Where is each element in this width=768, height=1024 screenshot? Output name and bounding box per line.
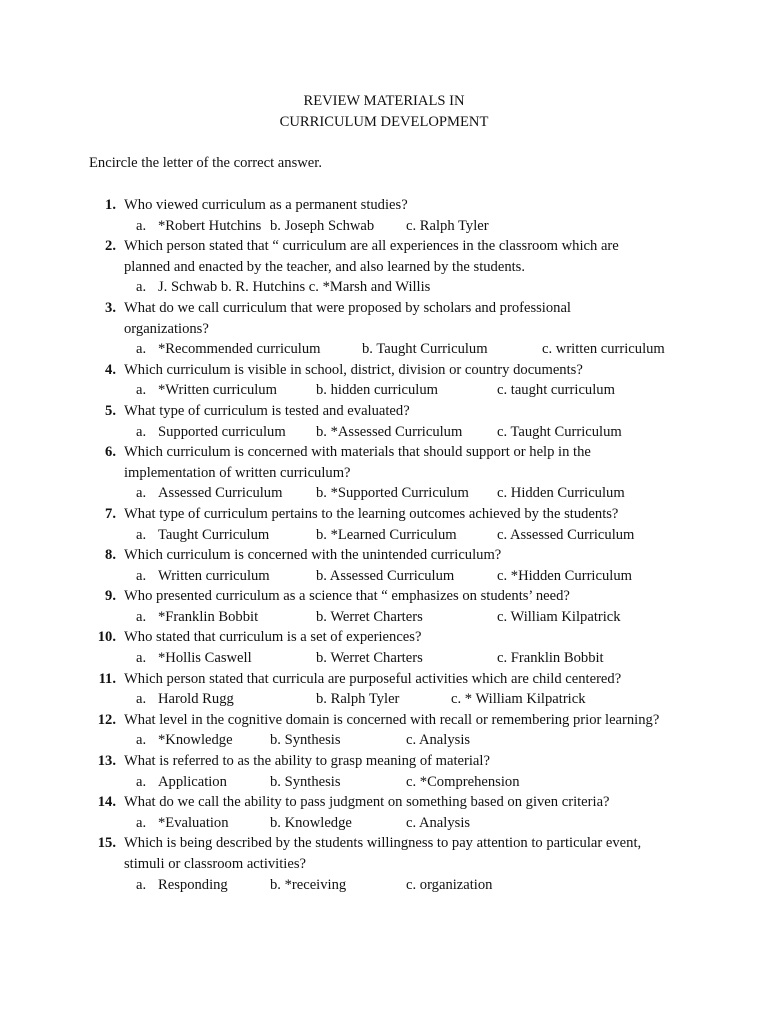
title-line-1: REVIEW MATERIALS IN <box>303 93 465 109</box>
answer-options <box>0 875 768 896</box>
option-letter[interactable]: a. <box>136 773 147 790</box>
question-text: Who viewed curriculum as a permanent studies? <box>124 197 408 213</box>
question-number: 14. <box>97 794 116 811</box>
option-letter[interactable]: a. <box>136 567 147 584</box>
question-number: 1. <box>105 197 116 213</box>
answer-option[interactable]: b. *receiving <box>270 876 347 893</box>
question-line <box>0 236 768 257</box>
question-text: Which curriculum is visible in school, district, division or country documents? <box>124 361 583 378</box>
answer-option[interactable]: b. *Learned Curriculum <box>316 526 457 543</box>
question-item <box>0 627 768 668</box>
question-item <box>0 195 768 236</box>
question-line <box>0 710 768 731</box>
answer-option[interactable]: c. Ralph Tyler <box>406 217 489 234</box>
question-line <box>0 751 768 772</box>
question-number: 12. <box>97 711 116 728</box>
question-item <box>0 586 768 627</box>
question-number: 5. <box>105 402 116 419</box>
option-text[interactable]: Assessed Curriculum <box>158 485 283 502</box>
answer-option[interactable]: c. written curriculum <box>542 341 665 358</box>
question-line <box>0 627 768 648</box>
option-letter[interactable]: a. <box>136 279 147 296</box>
answer-option[interactable]: b. Ralph Tyler <box>316 691 400 708</box>
option-letter[interactable]: a. <box>136 217 147 234</box>
question-text: Which curriculum is concerned with the unintended curriculum? <box>124 547 502 564</box>
question-number: 2. <box>105 238 116 255</box>
option-letter[interactable]: a. <box>136 650 147 667</box>
option-text[interactable]: *Recommended curriculum <box>158 341 321 358</box>
option-text[interactable]: *Hollis Caswell <box>158 650 252 667</box>
option-letter[interactable]: a. <box>136 608 147 625</box>
answer-option[interactable]: b. Werret Charters <box>316 650 423 667</box>
answer-option[interactable]: b. Synthesis <box>270 732 341 749</box>
option-text[interactable]: Application <box>158 773 227 790</box>
answer-option[interactable]: c. Assessed Curriculum <box>497 526 635 543</box>
question-text: organizations? <box>124 320 209 337</box>
answer-option[interactable]: b. Knowledge <box>270 814 352 831</box>
question-number: 10. <box>97 629 116 646</box>
question-continuation-line <box>0 854 768 875</box>
question-text: What type of curriculum is tested and evaluated? <box>124 402 410 419</box>
title-line-2: CURRICULUM DEVELOPMENT <box>279 114 489 130</box>
option-text[interactable]: J. Schwab b. R. Hutchins c. *Marsh and Willis <box>158 279 431 296</box>
answer-option[interactable]: b. Assessed Curriculum <box>316 567 455 584</box>
question-item <box>0 833 768 895</box>
answer-option[interactable]: c. Analysis <box>406 732 471 749</box>
answer-options <box>0 566 768 587</box>
option-text[interactable]: Harold Rugg <box>158 691 234 708</box>
option-text[interactable]: *Written curriculum <box>158 382 277 399</box>
option-text[interactable]: Written curriculum <box>158 567 270 584</box>
answer-options <box>0 689 768 710</box>
answer-option[interactable]: c. Hidden Curriculum <box>497 485 625 502</box>
option-text[interactable]: *Franklin Bobbit <box>158 608 259 625</box>
question-item <box>0 669 768 710</box>
option-letter[interactable]: a. <box>136 691 147 708</box>
question-item <box>0 401 768 442</box>
answer-option[interactable]: b. *Assessed Curriculum <box>316 423 463 440</box>
question-number: 13. <box>97 753 116 770</box>
answer-options <box>0 216 768 237</box>
answer-option[interactable]: b. Werret Charters <box>316 608 423 625</box>
question-number: 6. <box>105 444 116 461</box>
option-letter[interactable]: a. <box>136 814 147 831</box>
option-text[interactable]: Taught Curriculum <box>158 526 270 543</box>
option-letter[interactable]: a. <box>136 732 147 749</box>
option-letter[interactable]: a. <box>136 382 147 399</box>
answer-option[interactable]: c. taught curriculum <box>497 382 615 399</box>
question-text: Which person stated that curricula are purposeful activities which are child centered? <box>124 670 622 687</box>
answer-option[interactable]: c. William Kilpatrick <box>497 608 621 625</box>
question-text: What type of curriculum pertains to the learning outcomes achieved by the students? <box>124 505 619 522</box>
question-text: Which person stated that “ curriculum are all experiences in the classroom which are <box>124 238 619 255</box>
question-line <box>0 792 768 813</box>
question-text: Which is being described by the students willingness to pay attention to particular event, <box>124 835 642 852</box>
question-number: 4. <box>105 361 116 378</box>
answer-option[interactable]: c. *Hidden Curriculum <box>497 567 632 584</box>
question-line <box>0 360 768 381</box>
option-text[interactable]: Supported curriculum <box>158 423 286 440</box>
question-list <box>0 195 768 895</box>
question-item <box>0 504 768 545</box>
answer-option[interactable]: c. * William Kilpatrick <box>451 691 586 708</box>
question-item <box>0 236 768 298</box>
answer-options <box>0 607 768 628</box>
question-text: implementation of written curriculum? <box>124 464 351 481</box>
option-letter[interactable]: a. <box>136 876 147 893</box>
question-line <box>0 442 768 463</box>
question-text: Which curriculum is concerned with materials that should support or help in the <box>124 444 591 461</box>
option-text[interactable]: *Evaluation <box>158 814 229 831</box>
option-letter[interactable]: a. <box>136 485 147 502</box>
answer-option[interactable]: c. Analysis <box>406 814 471 831</box>
answer-options <box>0 277 768 298</box>
question-text: What do we call the ability to pass judgment on something based on given criteria? <box>124 794 610 811</box>
option-letter[interactable]: a. <box>136 341 147 358</box>
question-number: 8. <box>105 547 116 564</box>
answer-options <box>0 339 768 360</box>
question-item <box>0 360 768 401</box>
option-letter[interactable]: a. <box>136 423 147 440</box>
answer-options <box>0 380 768 401</box>
question-continuation-line <box>0 257 768 278</box>
option-text[interactable]: Responding <box>158 876 228 893</box>
question-item <box>0 545 768 586</box>
question-line <box>0 195 768 216</box>
question-text: planned and enacted by the teacher, and also learned by the students. <box>124 258 525 275</box>
answer-options <box>0 422 768 443</box>
question-continuation-line <box>0 463 768 484</box>
answer-option[interactable]: b. *Supported Curriculum <box>316 485 469 502</box>
answer-option[interactable]: b. hidden curriculum <box>316 382 438 399</box>
answer-options <box>0 525 768 546</box>
answer-options <box>0 483 768 504</box>
question-number: 15. <box>97 835 116 852</box>
question-line <box>0 669 768 690</box>
option-letter[interactable]: a. <box>136 526 147 543</box>
question-line <box>0 545 768 566</box>
answer-options <box>0 730 768 751</box>
option-text[interactable]: *Knowledge <box>158 732 233 749</box>
option-text[interactable]: *Robert Hutchins <box>158 217 262 234</box>
question-line <box>0 401 768 422</box>
question-number: 11. <box>98 670 116 687</box>
question-continuation-line <box>0 319 768 340</box>
question-number: 3. <box>105 299 116 316</box>
question-item <box>0 298 768 360</box>
answer-option[interactable]: b. Synthesis <box>270 773 341 790</box>
question-item <box>0 792 768 833</box>
question-item <box>0 710 768 751</box>
answer-option[interactable]: c. Franklin Bobbit <box>497 650 604 667</box>
question-item <box>0 751 768 792</box>
question-text: What is referred to as the ability to grasp meaning of material? <box>124 753 490 770</box>
question-text: What do we call curriculum that were proposed by scholars and professional <box>124 299 571 316</box>
question-text: Who presented curriculum as a science that “ emphasizes on students’ need? <box>124 588 570 605</box>
answer-option[interactable]: b. Taught Curriculum <box>362 341 488 358</box>
question-text: Who stated that curriculum is a set of experiences? <box>124 629 422 646</box>
question-line <box>0 504 768 525</box>
answer-options <box>0 813 768 834</box>
question-item <box>0 442 768 504</box>
question-number: 9. <box>105 588 116 605</box>
question-text: stimuli or classroom activities? <box>124 856 306 872</box>
answer-options <box>0 648 768 669</box>
instructions: Encircle the letter of the correct answer. <box>89 155 322 171</box>
answer-option[interactable]: c. organization <box>406 876 493 893</box>
question-text: What level in the cognitive domain is concerned with recall or remembering prior learning? <box>124 711 660 728</box>
question-number: 7. <box>105 505 116 522</box>
question-line <box>0 586 768 607</box>
answer-options <box>0 772 768 793</box>
answer-option[interactable]: c. *Comprehension <box>406 773 520 790</box>
answer-option[interactable]: b. Joseph Schwab <box>270 217 375 234</box>
answer-option[interactable]: c. Taught Curriculum <box>497 423 622 440</box>
question-line <box>0 833 768 854</box>
question-line <box>0 298 768 319</box>
